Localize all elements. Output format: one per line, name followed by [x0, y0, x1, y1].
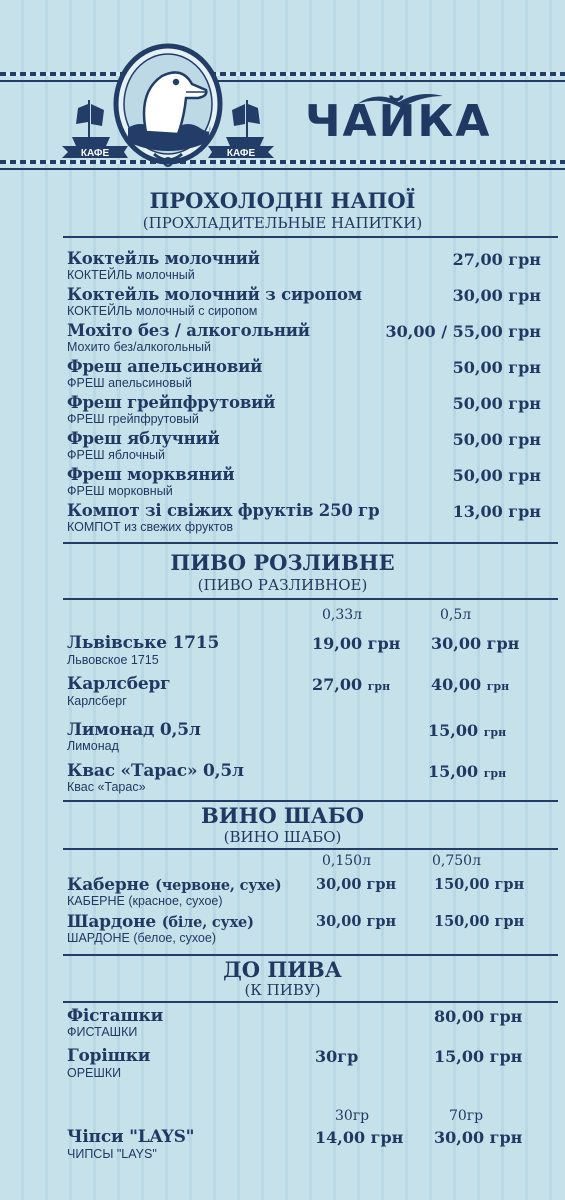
section-title-cold-drinks: ПРОХОЛОДНІ НАПОЇ	[149, 188, 416, 213]
item-price-2	[431, 675, 509, 694]
volume-header-1: 0,150л	[322, 853, 371, 869]
section-subtitle-snacks: (К ПИВУ)	[244, 981, 321, 999]
item-sub: ФРЕШ апельсиновый	[67, 376, 192, 390]
volume-header-2: 0,750л	[432, 853, 481, 869]
section-box-snacks-top	[63, 954, 558, 956]
item-name: Фреш грейпфрутовий	[67, 393, 276, 412]
item-price: 50,00 грн	[452, 394, 541, 413]
item-price-2: 30,00 грн	[434, 1128, 523, 1147]
item-price: 50,00 грн	[452, 358, 541, 377]
item-price: 50,00 грн	[452, 466, 541, 485]
wine-note: (червоне, сухе)	[155, 877, 282, 894]
item-name: Чіпси "LAYS"	[67, 1127, 195, 1147]
price-currency: грн	[483, 767, 507, 780]
item-name: Фреш морквяний	[67, 465, 235, 484]
section-box-wine	[63, 848, 558, 850]
item-name: Горішки	[67, 1046, 151, 1066]
item-sub: Мохито без/алкогольный	[67, 340, 211, 354]
item-name: Мохіто без / алкогольний	[67, 321, 310, 340]
price-currency: грн	[486, 680, 510, 693]
section-subtitle-cold-drinks: (ПРОХЛАДИТЕЛЬНЫЕ НАПИТКИ)	[142, 214, 423, 232]
item-sub: ФРЕШ морковный	[67, 484, 173, 498]
price-number: 15,00	[428, 762, 479, 781]
item-sub: ФРЕШ грейпфрутовый	[67, 412, 199, 426]
item-name: Коктейль молочний з сиропом	[67, 285, 362, 304]
item-sub: Львовское 1715	[67, 653, 159, 667]
item-name: Фреш апельсиновий	[67, 357, 263, 376]
item-sub: Квас «Тарас»	[67, 780, 146, 794]
item-price-1: 19,00 грн	[312, 634, 401, 653]
item-sub: КОМПОТ из свежих фруктов	[67, 520, 234, 534]
item-price-2: 150,00 грн	[434, 876, 525, 893]
price-number: 15,00	[428, 721, 479, 740]
item-sub: КОКТЕЙЛЬ молочный с сиропом	[67, 304, 258, 318]
item-price-2: 150,00 грн	[434, 913, 525, 930]
emblem-right-label: КАФЕ	[226, 148, 256, 159]
item-price-2: 80,00 грн	[434, 1007, 523, 1026]
section-title-wine: ВИНО ШАБО	[200, 803, 364, 828]
item-sub: ЧИПСЫ "LAYS"	[67, 1147, 157, 1161]
item-sub: ОРЕШКИ	[67, 1066, 122, 1080]
seagull-logo	[58, 42, 278, 177]
item-sub: Карлсберг	[67, 694, 127, 708]
item-price-2	[428, 762, 506, 781]
item-weight: 30гр	[315, 1047, 359, 1066]
weight-header-2: 70гр	[449, 1108, 484, 1124]
price-number: 27,00	[312, 675, 363, 694]
wine-note: (біле, сухе)	[161, 914, 254, 931]
item-price-2	[428, 721, 506, 740]
section-title-snacks: ДО ПИВА	[223, 957, 342, 982]
wine-name: Каберне	[67, 875, 150, 895]
item-sub: ФИСТАШКИ	[67, 1025, 138, 1039]
item-price-1: 14,00 грн	[315, 1128, 404, 1147]
section-box-beer	[63, 598, 558, 600]
emblem-left-label: КАФЕ	[80, 148, 110, 159]
item-name: Фреш яблучний	[67, 429, 220, 448]
item-price-1: 30,00 грн	[316, 876, 397, 893]
item-name: Фісташки	[67, 1006, 164, 1026]
item-name: Квас «Тарас» 0,5л	[67, 761, 244, 781]
item-name: Коктейль молочний	[67, 249, 260, 268]
section-subtitle-beer: (ПИВО РАЗЛИВНОЕ)	[197, 576, 368, 594]
weight-header-1: 30гр	[335, 1108, 370, 1124]
item-price-1: 30,00 грн	[316, 913, 397, 930]
price-currency: грн	[483, 726, 507, 739]
section-subtitle-wine: (ВИНО ШАБО)	[223, 828, 342, 846]
item-price: 27,00 грн	[452, 250, 541, 269]
item-price-2: 30,00 грн	[431, 634, 520, 653]
item-name: Компот зі свіжих фруктів 250 гр	[67, 501, 380, 520]
price-currency: грн	[367, 680, 391, 693]
item-sub: КАБЕРНЕ (красное, сухое)	[67, 894, 223, 908]
item-price: 13,00 грн	[452, 502, 541, 521]
item-sub: Лимонад	[67, 739, 119, 753]
volume-header-2: 0,5л	[440, 607, 472, 623]
item-sub: КОКТЕЙЛЬ молочный	[67, 268, 195, 282]
item-price: 50,00 грн	[452, 430, 541, 449]
item-name: Лимонад 0,5л	[67, 720, 201, 740]
item-name	[67, 875, 281, 895]
item-price: 30,00 / 55,00 грн	[385, 322, 541, 341]
item-price-1	[312, 675, 390, 694]
item-price: 30,00 грн	[452, 286, 541, 305]
price-number: 40,00	[431, 675, 482, 694]
wine-name: Шардоне	[67, 912, 156, 932]
item-price-2: 15,00 грн	[434, 1047, 523, 1066]
section-box-snacks	[63, 1001, 558, 1003]
item-name: Карлсберг	[67, 674, 171, 694]
brand-title: ЧАЙКА	[305, 96, 492, 147]
item-name: Львівське 1715	[67, 633, 220, 653]
item-sub: ШАРДОНЕ (белое, сухое)	[67, 931, 216, 945]
section-box-wine-top	[63, 800, 558, 802]
section-title-beer: ПИВО РОЗЛИВНЕ	[170, 550, 395, 575]
item-name	[67, 912, 254, 932]
item-sub: ФРЕШ яблочный	[67, 448, 165, 462]
volume-header-1: 0,33л	[322, 607, 363, 623]
